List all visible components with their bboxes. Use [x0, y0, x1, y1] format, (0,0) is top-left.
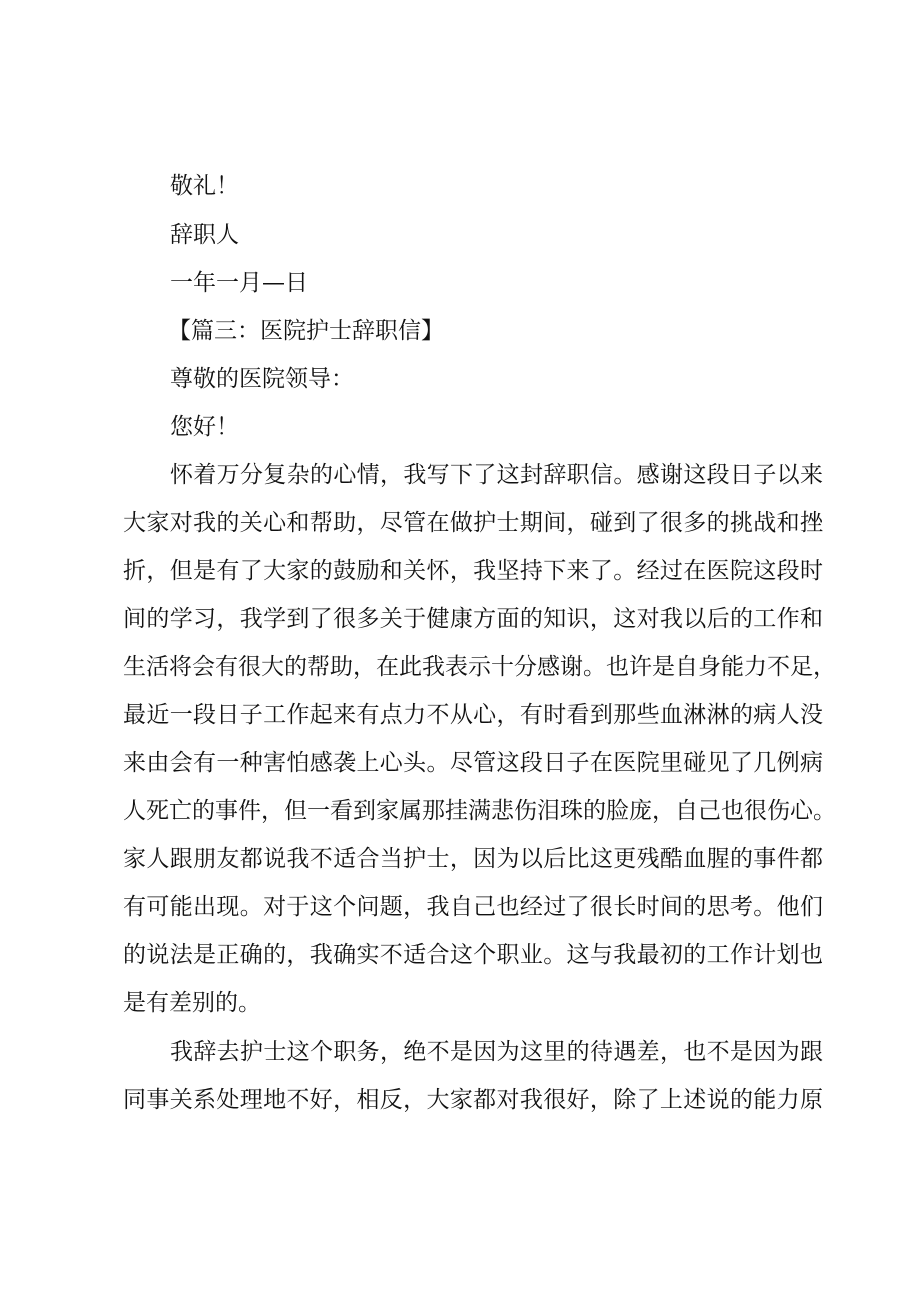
closing-salutation: 敬礼！ [170, 173, 239, 199]
paragraph1-line: 折，但是有了大家的鼓励和关怀，我坚持下来了。经过在医院这段时 [123, 558, 823, 584]
paragraph1-line: 人死亡的事件，但一看到家属那挂满悲伤泪珠的脸庞，自己也很伤心。 [123, 798, 836, 824]
opening: 您好！ [170, 414, 239, 440]
paragraph1-line: 大家对我的关心和帮助，尽管在做护士期间，碰到了很多的挑战和挫 [123, 510, 823, 536]
paragraph1-line: 家人跟朋友都说我不适合当护士，因为以后比这更残酷血腥的事件都 [123, 846, 823, 872]
paragraph1-line: 有可能出现。对于这个问题，我自己也经过了很长时间的思考。他们 [123, 894, 823, 920]
paragraph1-line: 的说法是正确的，我确实不适合这个职业。这与我最初的工作计划也 [123, 942, 823, 968]
paragraph1-line: 生活将会有很大的帮助，在此我表示十分感谢。也许是自身能力不足， [123, 654, 836, 680]
paragraph1-line: 最近一段日子工作起来有点力不从心，有时看到那些血淋淋的病人没 [123, 702, 823, 728]
paragraph1-line: 间的学习，我学到了很多关于健康方面的知识，这对我以后的工作和 [123, 606, 823, 632]
paragraph1-line: 来由会有一种害怕感袭上心头。尽管这段日子在医院里碰见了几例病 [123, 750, 823, 776]
closing-signer: 辞职人 [170, 222, 239, 248]
section-heading: 【篇三：医院护士辞职信】 [168, 318, 444, 344]
greeting: 尊敬的医院领导： [170, 366, 354, 392]
paragraph1-line: 是有差别的。 [123, 990, 261, 1016]
closing-date: 一年一月—日 [170, 270, 308, 296]
paragraph1-line: 怀着万分复杂的心情，我写下了这封辞职信。感谢这段日子以来 [170, 462, 823, 488]
paragraph2-line: 我辞去护士这个职务，绝不是因为这里的待遇差，也不是因为跟 [170, 1039, 823, 1065]
paragraph2-line: 同事关系处理地不好，相反，大家都对我很好，除了上述说的能力原 [123, 1087, 823, 1113]
